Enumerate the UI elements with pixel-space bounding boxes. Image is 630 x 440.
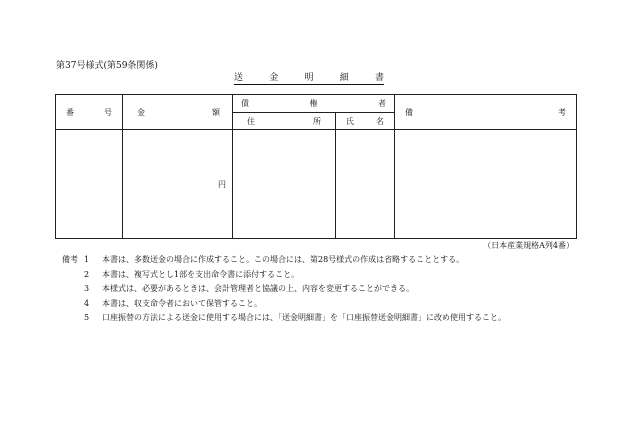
header-number: 番 号 — [56, 95, 123, 130]
title-char: 細 — [339, 73, 349, 83]
document-title — [234, 70, 384, 85]
note-item: 備考 1 本書は、多数送金の場合に作成すること。この場合には、第28号様式の作成は省略することとする。 — [62, 253, 506, 268]
header-address: 住 所 — [233, 113, 336, 130]
notes-heading: 備考 — [62, 255, 78, 264]
cell-remarks[interactable] — [395, 130, 577, 239]
notes-section — [62, 253, 506, 326]
standard-note: （日本産業規格A列4番） — [483, 241, 574, 250]
title-char: 金 — [269, 73, 279, 83]
header-name: 氏 名 — [336, 113, 395, 130]
title-char: 送 — [234, 73, 244, 83]
header-creditor: 債 権 者 — [233, 95, 395, 113]
title-char: 明 — [304, 73, 314, 83]
cell-name[interactable] — [336, 130, 395, 239]
remittance-table — [55, 94, 577, 239]
form-number: 第37号様式(第59条関係) — [56, 61, 158, 71]
note-item: 4 本書は、収支命令者において保管すること。 — [84, 298, 262, 308]
yen-unit: 円 — [218, 179, 226, 189]
note-item: 3 本様式は、必要があるときは、会計管理者と協議の上、内容を変更することができる。 — [84, 284, 414, 294]
cell-address[interactable] — [233, 130, 336, 239]
note-item: 2 本書は、複写式とし1部を支出命令書に添付すること。 — [84, 269, 300, 279]
header-remarks: 備 考 — [395, 95, 577, 130]
cell-number[interactable] — [56, 130, 123, 239]
note-item: 5 口座振替の方法による送金に使用する場合には、「送金明細書」を「口座振替送金明細書」に改め使用すること。 — [84, 313, 506, 323]
header-amount: 金 額 — [123, 95, 233, 130]
cell-amount[interactable] — [123, 130, 233, 239]
title-char: 書 — [374, 73, 384, 83]
